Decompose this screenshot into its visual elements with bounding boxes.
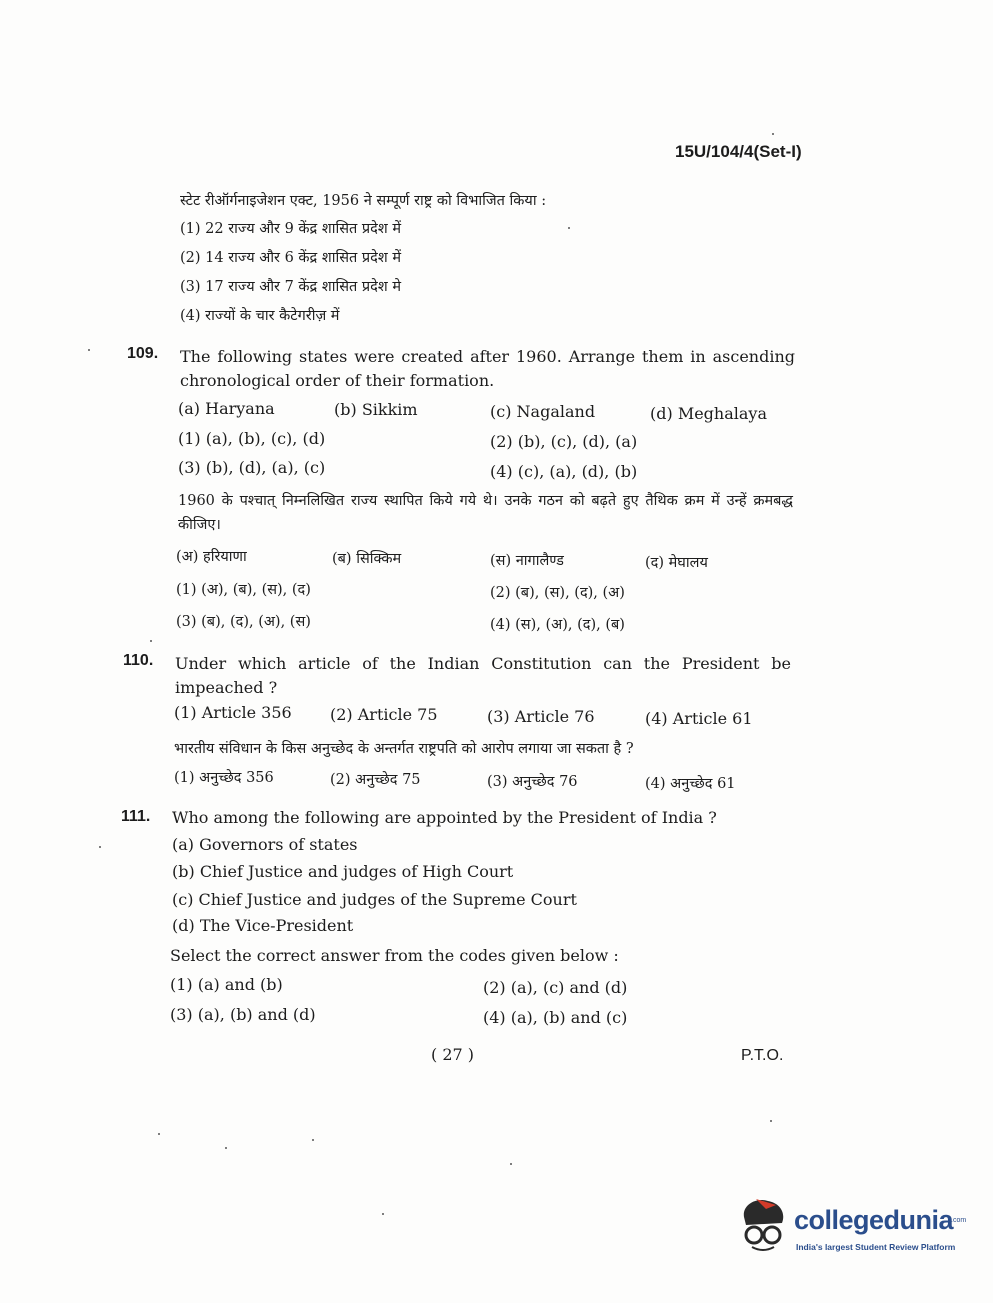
page-number: ( 27 ) (431, 1045, 475, 1064)
item-c: (c) Chief Justice and judges of the Supreme Court (172, 890, 577, 909)
option-1: (1) (a), (b), (c), (d) (178, 429, 326, 448)
question-stem-hindi: स्टेट रीऑर्गनाइजेशन एक्ट, 1956 ने सम्पूर्ण राष्ट्र को विभाजित किया : (180, 193, 547, 209)
option-4: (4) राज्यों के चार कैटेगरीज़ में (180, 308, 340, 324)
option-2: (2) (a), (c) and (d) (483, 978, 628, 997)
option-1: (1) 22 राज्य और 9 केंद्र शासित प्रदेश में (180, 221, 401, 237)
item-c-hindi: (स) नागालैण्ड (490, 553, 564, 569)
option-4: (4) (a), (b) and (c) (483, 1008, 628, 1027)
option-1-hindi: (1) (अ), (ब), (स), (द) (176, 582, 311, 598)
option-3: (3) Article 76 (487, 707, 595, 726)
option-2: (2) Article 75 (330, 705, 438, 724)
item-b: (b) Sikkim (334, 400, 418, 419)
option-4-hindi: (4) अनुच्छेद 61 (645, 776, 736, 792)
option-2-hindi: (2) (ब), (स), (द), (अ) (490, 585, 625, 601)
option-3-hindi: (3) (ब), (द), (अ), (स) (176, 614, 311, 630)
option-2-hindi: (2) अनुच्छेद 75 (330, 772, 421, 788)
item-c: (c) Nagaland (490, 402, 596, 421)
option-4: (4) Article 61 (645, 709, 753, 728)
option-2: (2) 14 राज्य और 6 केंद्र शासित प्रदेश में (180, 250, 401, 266)
instruction: Select the correct answer from the codes given below : (170, 946, 619, 965)
mascot-icon (736, 1195, 794, 1255)
question-stem: Who among the following are appointed by the President of India ? (172, 808, 717, 827)
question-number: 110. (123, 652, 154, 669)
item-a: (a) Haryana (178, 399, 275, 418)
brand-suffix: .com (951, 1217, 967, 1224)
option-1: (1) (a) and (b) (170, 975, 283, 994)
option-4: (4) (c), (a), (d), (b) (490, 462, 638, 481)
question-number: 109. (127, 345, 159, 362)
option-2: (2) (b), (c), (d), (a) (490, 432, 638, 451)
item-b: (b) Chief Justice and judges of High Court (172, 862, 514, 881)
option-3-hindi: (3) अनुच्छेद 76 (487, 774, 578, 790)
question-stem: The following states were created after 1960. Arrange them in ascending chronological order of their formation. (180, 347, 795, 390)
option-1: (1) Article 356 (174, 703, 292, 722)
item-d: (d) Meghalaya (650, 404, 767, 423)
option-1-hindi: (1) अनुच्छेद 356 (174, 770, 274, 786)
question-stem-hindi: भारतीय संविधान के किस अनुच्छेद के अन्तर्गत राष्ट्रपति को आरोप लगाया जा सकता है ? (174, 741, 634, 757)
item-a: (a) Governors of states (172, 835, 358, 854)
brand-tagline: India's largest Student Review Platform (796, 1242, 956, 1252)
option-4-hindi: (4) (स), (अ), (द), (ब) (490, 617, 625, 633)
question-number: 111. (121, 808, 151, 825)
item-d-hindi: (द) मेघालय (645, 555, 708, 571)
item-d: (d) The Vice-President (172, 916, 354, 935)
brand-name: collegedunia (794, 1205, 954, 1235)
paper-code: 15U/104/4(Set-I) (675, 142, 802, 161)
option-3: (3) (b), (d), (a), (c) (178, 458, 326, 477)
option-3: (3) (a), (b) and (d) (170, 1005, 316, 1024)
pto-label: P.T.O. (741, 1047, 784, 1064)
item-a-hindi: (अ) हरियाणा (176, 549, 247, 565)
collegedunia-watermark (736, 1195, 967, 1257)
option-3: (3) 17 राज्य और 7 केंद्र शासित प्रदेश मे (180, 279, 401, 295)
question-stem: Under which article of the Indian Constitution can the President be impeached ? (175, 654, 791, 697)
item-b-hindi: (ब) सिक्किम (332, 551, 402, 567)
question-stem-hindi: 1960 के पश्चात् निम्नलिखित राज्य स्थापित किये गये थे। उनके गठन को बढ़ते हुए तैथिक क्रम में उन्हें क्रमबद्ध कीजिए। (178, 493, 793, 533)
